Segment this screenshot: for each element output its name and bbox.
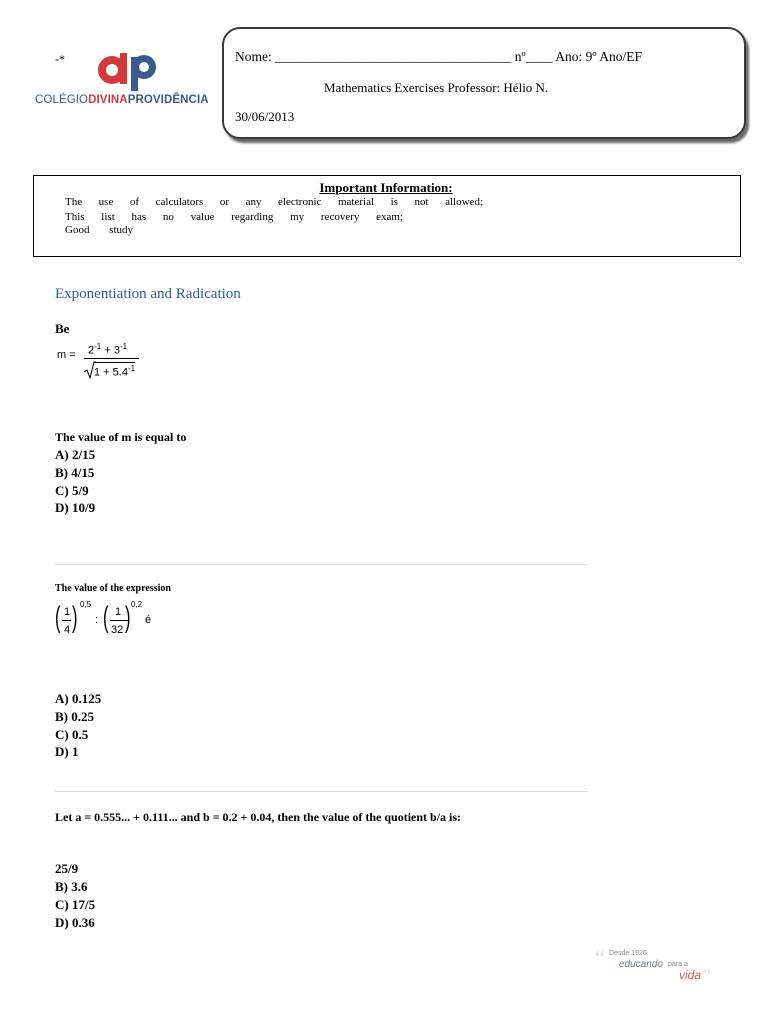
divider-2 <box>55 791 588 792</box>
q3-option-c[interactable]: C) 17/5 <box>55 897 96 912</box>
school-name: COLÉGIODIVINAPROVIDÊNCIA <box>35 94 209 106</box>
q2-option-d[interactable]: D) 1 <box>55 744 79 759</box>
q1-fraction-bar <box>84 358 139 359</box>
q2-formula: ( 1 4 ) 0,5 : ( 1 32 ) 0,2 é <box>55 600 152 636</box>
important-line-1: The use of calculators or any electronic material is not allowed; <box>65 196 483 208</box>
q3-option-a[interactable]: 25/9 <box>55 861 79 876</box>
q3-prompt: Let a = 0.555... + 0.111... and b = 0.2 + 0.04, then the value of the quotient b/a is: <box>55 810 462 824</box>
q1-option-a[interactable]: A) 2/15 <box>55 447 96 462</box>
q1-option-d[interactable]: D) 10/9 <box>55 500 96 515</box>
footer-motto: “ Desde 1926 educando para a vida ” <box>595 945 711 984</box>
q2-option-a[interactable]: A) 0.125 <box>55 691 102 706</box>
important-line-2: This list has no value regarding my recovery exam; <box>65 211 403 223</box>
subject-professor: Mathematics Exercises Professor: Hélio N. <box>324 80 549 95</box>
quote-close-icon: ” <box>703 967 711 984</box>
q3-option-d[interactable]: D) 0.36 <box>55 915 95 930</box>
q3-option-b[interactable]: B) 3.6 <box>55 879 88 894</box>
student-name-line[interactable]: Nome: ___________________________________ nº____ Ano: 9º Ano/EF <box>235 49 643 64</box>
q2-option-c[interactable]: C) 0.5 <box>55 727 89 742</box>
q2-option-b[interactable]: B) 0.25 <box>55 709 94 724</box>
important-line-3: Good study <box>65 224 133 236</box>
divider-1 <box>55 564 588 565</box>
header-mark: -* <box>55 52 65 66</box>
section-title: Exponentiation and Radication <box>55 286 241 302</box>
q1-option-c[interactable]: C) 5/9 <box>55 483 89 498</box>
q1-prompt: The value of m is equal to <box>55 430 187 444</box>
exam-date: 30/06/2013 <box>235 109 295 124</box>
quote-open-icon: “ <box>595 945 605 970</box>
q2-prompt: The value of the expression <box>55 583 171 594</box>
q1-formula: m = $2^{-1} + 3^{-1}$ $1 + 5.4^{-1}$ <box>55 338 165 382</box>
q1-option-b[interactable]: B) 4/15 <box>55 465 95 480</box>
important-info-title: Important Information: <box>319 180 453 195</box>
q1-intro: Be <box>55 321 70 336</box>
